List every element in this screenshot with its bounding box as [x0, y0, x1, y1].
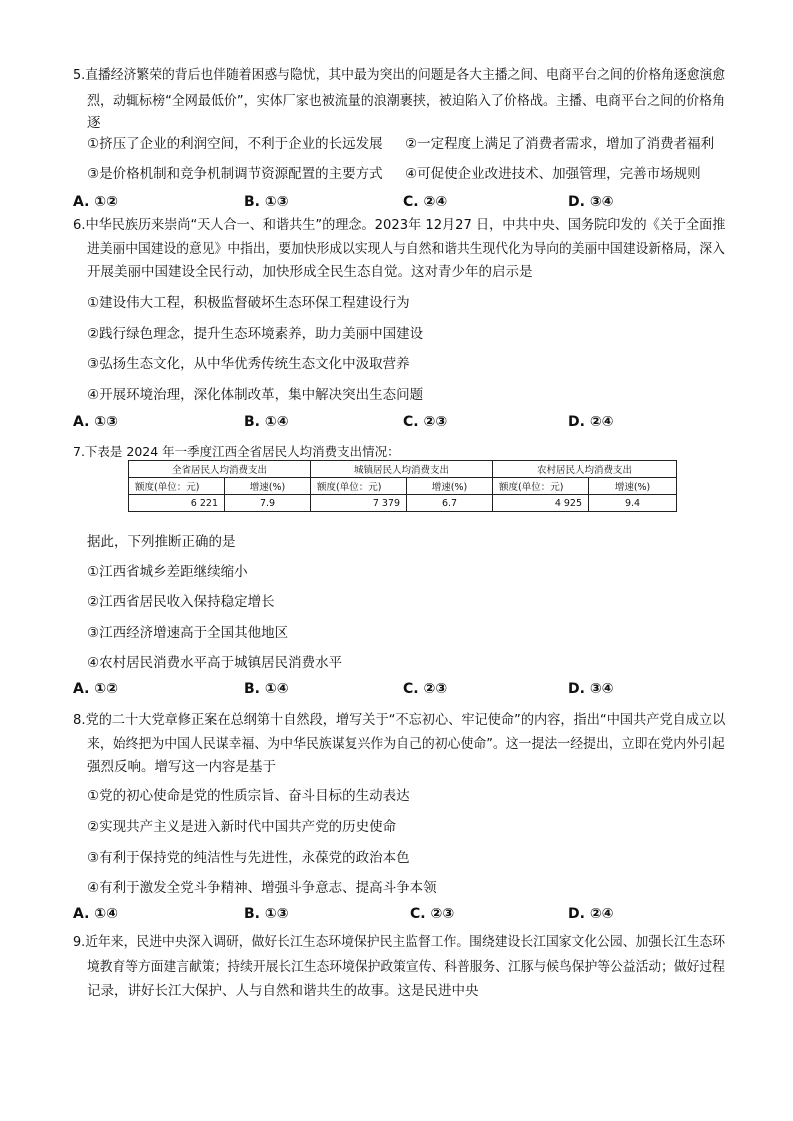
question-7-option-d: D. ③④ — [568, 681, 614, 697]
question-7-option-a: A. ①② — [73, 681, 118, 697]
table-subheader: 额度(单位：元) — [311, 478, 407, 495]
question-7-lead: 据此，下列推断正确的是 — [87, 534, 236, 550]
table-subheader: 增速(%) — [407, 478, 493, 495]
question-5-statement-3: ③是价格机制和竞争机制调节资源配置的主要方式 — [87, 166, 383, 182]
question-7-statement-4: ④农村居民消费水平高于城镇居民消费水平 — [87, 655, 343, 671]
question-6-line-1: 6.中华民族历来崇尚“天人合一、和谐共生”的理念。2023年 12月27 日，中共中央、国务院印发的《关于全面推 — [73, 217, 726, 233]
table-subheader: 额度(单位：元) — [493, 478, 589, 495]
consumption-table — [128, 460, 677, 512]
table-row — [129, 495, 677, 512]
table-cell: 9.4 — [589, 495, 677, 512]
question-6-option-c: C. ②③ — [403, 414, 448, 430]
question-8-line-1: 8.党的二十大党章修正案在总纲第十自然段，增写关于“不忘初心、牢记使命”的内容，指出“中国共产党自成立以 — [73, 712, 726, 728]
question-6-option-d: D. ②④ — [568, 414, 614, 430]
question-9-line-2: 境教育等方面建言献策；持续开展长江生态环境保护政策宣传、科普服务、江豚与候鸟保护等公益活动；做好过程 — [87, 959, 725, 975]
table-cell: 7 379 — [311, 495, 407, 512]
question-5-line-1: 5.直播经济繁荣的背后也伴随着困惑与隐忧，其中最为突出的问题是各大主播之间、电商平台之间的价格角逐愈演愈 — [73, 67, 726, 83]
table-group-header: 城镇居民人均消费支出 — [311, 461, 493, 478]
table-cell: 7.9 — [225, 495, 311, 512]
table-group-header: 全省居民人均消费支出 — [129, 461, 311, 478]
question-5-option-c: C. ②④ — [403, 194, 448, 210]
question-9-line-3: 记录，讲好长江大保护、人与自然和谐共生的故事。这是民进中央 — [87, 983, 479, 999]
question-7-statement-2: ②江西省居民收入保持稳定增长 — [87, 594, 275, 610]
table-subheader: 额度(单位：元) — [129, 478, 225, 495]
table-subheader-row — [129, 478, 677, 495]
question-8-option-b: B. ①③ — [244, 906, 289, 922]
question-8-statement-4: ④有利于激发全党斗争精神、增强斗争意志、提高斗争本领 — [87, 880, 437, 896]
question-8-option-c: C. ②③ — [410, 906, 455, 922]
question-5-option-a: A. ①② — [73, 194, 118, 210]
question-7-option-c: C. ②③ — [403, 681, 448, 697]
question-7-option-b: B. ①④ — [244, 681, 289, 697]
table-group-header: 农村居民人均消费支出 — [493, 461, 677, 478]
table-cell: 6.7 — [407, 495, 493, 512]
question-8-option-a: A. ①④ — [73, 906, 118, 922]
question-6-statement-4: ④开展环境治理，深化体制改革，集中解决突出生态问题 — [87, 387, 424, 403]
question-5-statement-1: ①挤压了企业的利润空间，不利于企业的长远发展 — [87, 136, 383, 152]
question-9-line-1: 9.近年来，民进中央深入调研，做好长江生态环境保护民主监督工作。围绕建设长江国家文化公园、加强长江生态环 — [73, 934, 726, 950]
question-8-statement-1: ①党的初心使命是党的性质宗旨、奋斗目标的生动表达 — [87, 788, 410, 804]
question-5-option-d: D. ③④ — [568, 194, 614, 210]
question-8-statement-2: ②实现共产主义是进入新时代中国共产党的历史使命 — [87, 819, 397, 835]
table-header-row — [129, 461, 677, 478]
question-7-statement-1: ①江西省城乡差距继续缩小 — [87, 564, 248, 580]
question-8-option-d: D. ②④ — [568, 906, 614, 922]
table-cell: 4 925 — [493, 495, 589, 512]
question-5-option-b: B. ①③ — [244, 194, 289, 210]
question-6-statement-3: ③弘扬生态文化，从中华优秀传统生态文化中汲取营养 — [87, 356, 410, 372]
question-5-statement-4: ④可促使企业改进技术、加强管理，完善市场规则 — [405, 166, 701, 182]
question-5-statement-2: ②一定程度上满足了消费者需求，增加了消费者福利 — [405, 136, 715, 152]
question-7-intro: 7.下表是 2024 年一季度江西全省居民人均消费支出情况： — [73, 444, 400, 459]
question-6-line-2: 进美丽中国建设的意见》中指出，要加快形成以实现人与自然和谐共生现代化为导向的美丽中国建设新格局，深入 — [87, 241, 725, 257]
question-7-statement-3: ③江西经济增速高于全国其他地区 — [87, 625, 289, 641]
question-6-option-b: B. ①④ — [244, 414, 289, 430]
question-6-line-3: 开展美丽中国建设全民行动，加快形成全民生态自觉。这对青少年的启示是 — [87, 264, 533, 280]
question-8-statement-3: ③有利于保持党的纯洁性与先进性，永葆党的政治本色 — [87, 850, 410, 866]
question-8-line-2: 来，始终把为中国人民谋幸福、为中华民族谋复兴作为自己的初心使命”。这一提法一经提出，立即在党内外引起 — [87, 736, 725, 752]
question-5-line-3: 逐 — [87, 115, 101, 131]
question-6-statement-2: ②践行绿色理念，提升生态环境素养，助力美丽中国建设 — [87, 326, 424, 342]
table-subheader: 增速(%) — [225, 478, 311, 495]
question-8-line-3: 强烈反响。增写这一内容是基于 — [87, 759, 276, 775]
question-6-option-a: A. ①③ — [73, 414, 118, 430]
table-cell: 6 221 — [129, 495, 225, 512]
table-subheader: 增速(%) — [589, 478, 677, 495]
question-5-line-2: 烈，动辄标榜“全网最低价”，实体厂家也被流量的浪潮裹挟，被迫陷入了价格战。主播、电商平台之间的价格角 — [87, 93, 726, 109]
question-6-statement-1: ①建设伟大工程，积极监督破坏生态环保工程建设行为 — [87, 295, 410, 311]
